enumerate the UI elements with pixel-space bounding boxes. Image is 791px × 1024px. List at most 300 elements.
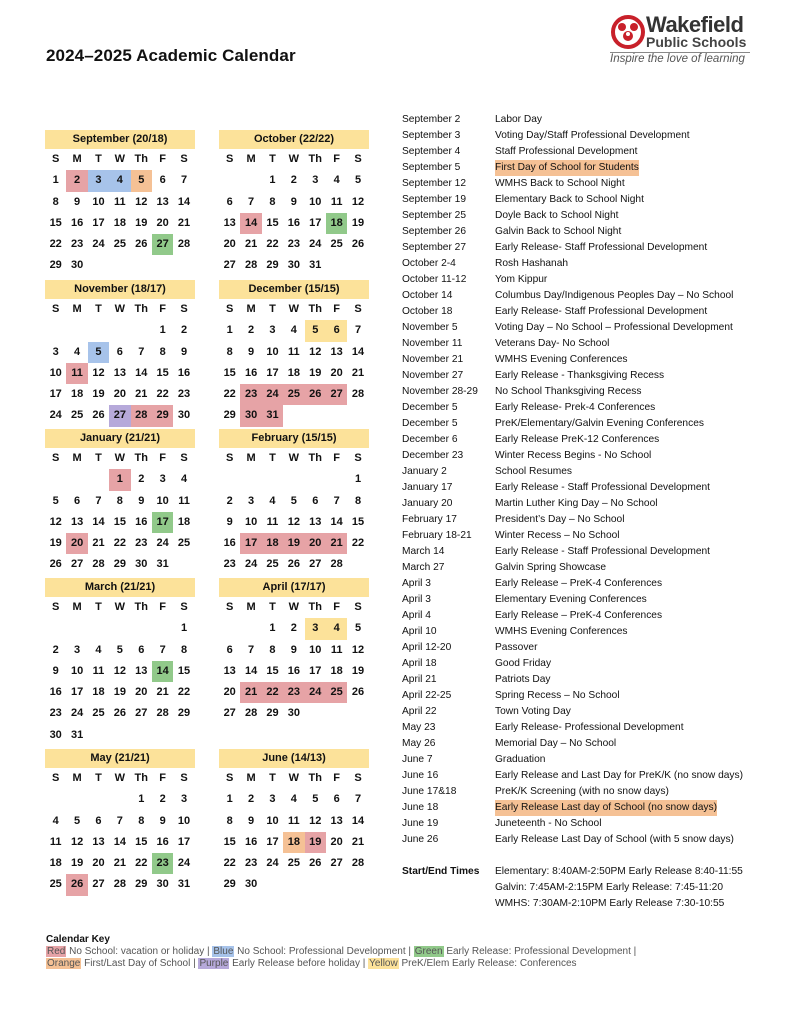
day-cell: 22 xyxy=(156,388,169,401)
times-elementary: Elementary: 8:40AM-2:50PM Early Release 8:40-11:55 xyxy=(495,866,743,877)
day-cell: 18 xyxy=(262,533,283,554)
month-grid xyxy=(219,149,369,277)
day-cell: 13 xyxy=(92,835,105,848)
key-orange-swatch: Orange xyxy=(47,958,81,969)
day-cell: 31 xyxy=(156,558,169,571)
times-row xyxy=(402,864,782,880)
event-row xyxy=(402,144,782,160)
event-date: February 17 xyxy=(402,514,457,525)
event-row xyxy=(402,128,782,144)
day-cell: 3 xyxy=(312,174,319,187)
event-row xyxy=(402,672,782,688)
day-cell: 26 xyxy=(351,238,365,251)
day-cell: 21 xyxy=(326,533,347,554)
event-row xyxy=(402,480,782,496)
day-cell: 10 xyxy=(266,814,279,827)
event-description: PreK/K Screening (with no snow days) xyxy=(495,786,669,797)
day-cell: 22 xyxy=(351,537,365,550)
day-cell: 6 xyxy=(159,174,166,187)
event-description: Elementary Back to School Night xyxy=(495,194,644,205)
event-row xyxy=(402,736,782,752)
day-cell: 16 xyxy=(287,216,300,229)
event-description: Columbus Day/Indigenous Peoples Day – No School xyxy=(495,290,734,301)
day-cell: 31 xyxy=(309,259,322,272)
day-cell: 23 xyxy=(177,388,191,401)
event-date: January 20 xyxy=(402,498,453,509)
event-date: January 2 xyxy=(402,466,447,477)
day-cell: 11 xyxy=(288,345,300,358)
day-cell: 31 xyxy=(70,728,84,741)
day-cell: 20 xyxy=(156,216,169,229)
day-cell: 26 xyxy=(305,384,326,405)
day-cell: 7 xyxy=(354,793,362,806)
day-cell: 14 xyxy=(135,366,148,379)
weekday-label: Th xyxy=(134,772,148,784)
day-cell: 19 xyxy=(70,857,84,870)
event-description: Labor Day xyxy=(495,114,543,125)
day-cell: 13 xyxy=(156,195,169,208)
day-cell: 13 xyxy=(223,216,236,229)
day-cell: 21 xyxy=(351,835,365,848)
month-calendar xyxy=(45,429,195,576)
key-red-text: No School: vacation or holiday | xyxy=(66,946,213,957)
day-cell: 9 xyxy=(74,195,81,208)
month-grid xyxy=(45,448,195,576)
day-cell: 4 xyxy=(326,618,347,639)
month-header: January (21/21) xyxy=(45,429,195,448)
day-cell: 9 xyxy=(180,345,188,358)
weekday-label: T xyxy=(269,601,276,613)
day-cell: 19 xyxy=(351,216,365,229)
day-cell: 7 xyxy=(248,643,255,656)
day-cell: 8 xyxy=(226,345,233,358)
event-description: Early Release- Prek-4 Conferences xyxy=(495,402,656,413)
event-description: Early Release PreK-12 Conferences xyxy=(495,434,660,445)
month-header: February (15/15) xyxy=(219,429,369,448)
event-description: Memorial Day – No School xyxy=(495,738,617,749)
day-cell: 28 xyxy=(177,238,191,251)
key-green-text: Early Release: Professional Development | xyxy=(443,946,637,957)
weekday-label: S xyxy=(180,303,188,315)
times-row xyxy=(402,880,782,896)
day-cell: 1 xyxy=(269,174,276,187)
event-date: September 2 xyxy=(402,114,461,125)
calendar-key-title: Calendar Key xyxy=(46,934,110,945)
day-cell: 10 xyxy=(177,814,191,827)
day-cell: 22 xyxy=(223,388,236,401)
day-cell: 26 xyxy=(351,686,365,699)
day-cell: 14 xyxy=(244,664,258,677)
day-cell: 16 xyxy=(49,686,62,699)
day-cell: 13 xyxy=(330,345,343,358)
day-cell: 15 xyxy=(223,366,236,379)
weekday-label: S xyxy=(354,772,362,784)
event-description: Juneteenth - No School xyxy=(495,818,602,829)
day-cell: 28 xyxy=(330,558,343,571)
day-cell: 28 xyxy=(244,707,258,720)
day-cell: 6 xyxy=(95,814,102,827)
event-row xyxy=(402,192,782,208)
day-cell: 23 xyxy=(49,707,62,720)
event-row xyxy=(402,432,782,448)
weekday-label: M xyxy=(72,772,82,784)
day-cell: 27 xyxy=(330,857,343,870)
event-row xyxy=(402,512,782,528)
event-row xyxy=(402,608,782,624)
day-cell: 29 xyxy=(266,707,279,720)
event-row xyxy=(402,368,782,384)
day-cell: 11 xyxy=(114,195,126,208)
day-cell: 13 xyxy=(330,814,343,827)
day-cell: 16 xyxy=(177,366,191,379)
day-cell: 15 xyxy=(266,664,279,677)
day-cell: 25 xyxy=(266,558,279,571)
weekday-label: S xyxy=(226,303,234,315)
day-cell: 21 xyxy=(244,238,258,251)
day-cell: 30 xyxy=(287,707,300,720)
month-header: May (21/21) xyxy=(45,749,195,768)
day-cell: 17 xyxy=(152,512,173,533)
key-yellow-text: PreK/Elem Early Release: Conferences xyxy=(398,958,577,969)
day-cell: 26 xyxy=(92,409,105,422)
event-date: April 3 xyxy=(402,594,431,605)
day-cell: 13 xyxy=(223,664,236,677)
day-cell: 1 xyxy=(180,622,188,635)
event-date: December 23 xyxy=(402,450,464,461)
day-cell: 25 xyxy=(49,878,62,891)
day-cell: 30 xyxy=(135,558,148,571)
event-date: September 27 xyxy=(402,242,466,253)
weekday-label: M xyxy=(72,601,82,613)
key-purple-swatch: Purple xyxy=(199,958,229,969)
day-cell: 25 xyxy=(70,409,84,422)
day-cell: 18 xyxy=(49,857,62,870)
event-date: June 19 xyxy=(402,818,439,829)
day-cell: 31 xyxy=(262,405,283,426)
day-cell: 24 xyxy=(309,238,322,251)
event-row xyxy=(402,224,782,240)
day-cell: 27 xyxy=(70,558,84,571)
event-date: April 18 xyxy=(402,658,437,669)
day-cell: 3 xyxy=(269,324,276,337)
day-cell: 23 xyxy=(135,537,148,550)
day-cell: 30 xyxy=(244,878,258,891)
event-description: Early Release Last day of School (no snow days) xyxy=(495,800,717,816)
weekday-label: F xyxy=(333,452,341,464)
event-date: October 18 xyxy=(402,306,453,317)
times-wmhs: WMHS: 7:30AM-2:10PM Early Release 7:30-10:55 xyxy=(495,898,725,909)
day-cell: 14 xyxy=(177,195,191,208)
month-calendar xyxy=(219,429,369,576)
day-cell: 21 xyxy=(156,686,169,699)
event-date: April 10 xyxy=(402,626,437,637)
day-cell: 13 xyxy=(309,515,322,528)
event-date: September 5 xyxy=(402,162,461,173)
day-cell: 18 xyxy=(326,213,347,234)
day-cell: 9 xyxy=(226,515,233,528)
day-cell: 14 xyxy=(330,515,343,528)
day-cell: 29 xyxy=(223,409,236,422)
weekday-label: S xyxy=(226,601,234,613)
day-cell: 28 xyxy=(92,558,105,571)
event-row xyxy=(402,352,782,368)
day-cell: 12 xyxy=(351,195,365,208)
month-header: June (14/13) xyxy=(219,749,369,768)
weekday-label: W xyxy=(288,153,300,165)
day-cell: 3 xyxy=(88,170,109,191)
event-row xyxy=(402,384,782,400)
event-row xyxy=(402,416,782,432)
event-row xyxy=(402,768,782,784)
day-cell: 24 xyxy=(177,857,191,870)
day-cell: 20 xyxy=(330,835,343,848)
weekday-label: T xyxy=(95,772,102,784)
event-description: Veterans Day- No School xyxy=(495,338,610,349)
day-cell: 22 xyxy=(266,238,279,251)
day-cell: 27 xyxy=(223,707,236,720)
day-cell: 16 xyxy=(135,515,148,528)
day-cell: 26 xyxy=(135,238,148,251)
day-cell: 31 xyxy=(177,878,191,891)
weekday-label: S xyxy=(354,601,362,613)
day-cell: 20 xyxy=(305,533,326,554)
day-cell: 16 xyxy=(244,835,258,848)
month-calendar xyxy=(45,578,195,746)
event-description: Doyle Back to School Night xyxy=(495,210,619,221)
day-cell: 12 xyxy=(287,515,300,528)
weekday-label: T xyxy=(269,772,276,784)
event-description: Early Release - Staff Professional Development xyxy=(495,546,710,557)
day-cell: 18 xyxy=(330,664,343,677)
weekday-label: Th xyxy=(134,153,148,165)
day-cell: 28 xyxy=(244,259,258,272)
day-cell: 3 xyxy=(52,345,59,358)
day-cell: 25 xyxy=(330,238,343,251)
day-cell: 14 xyxy=(92,515,105,528)
day-cell: 19 xyxy=(113,686,126,699)
day-cell: 9 xyxy=(290,195,297,208)
day-cell: 4 xyxy=(290,793,297,806)
month-calendar xyxy=(45,130,195,277)
weekday-label: T xyxy=(95,452,102,464)
day-cell: 10 xyxy=(309,643,322,656)
event-row xyxy=(402,704,782,720)
event-date: September 4 xyxy=(402,146,461,157)
day-cell: 29 xyxy=(223,878,236,891)
day-cell: 1 xyxy=(354,473,362,486)
day-cell: 29 xyxy=(152,405,173,426)
day-cell: 24 xyxy=(49,409,62,422)
day-cell: 28 xyxy=(156,707,169,720)
day-cell: 15 xyxy=(266,216,279,229)
day-cell: 12 xyxy=(113,664,126,677)
weekday-label: F xyxy=(159,153,167,165)
weekday-label: S xyxy=(52,153,60,165)
day-cell: 30 xyxy=(240,405,261,426)
day-cell: 8 xyxy=(226,814,233,827)
day-cell: 22 xyxy=(113,537,126,550)
month-calendar xyxy=(219,130,369,277)
weekday-label: M xyxy=(246,452,256,464)
day-cell: 30 xyxy=(156,878,169,891)
day-cell: 21 xyxy=(113,857,126,870)
day-cell: 8 xyxy=(180,643,188,656)
day-cell: 12 xyxy=(92,366,105,379)
event-description: Rosh Hashanah xyxy=(495,258,569,269)
day-cell: 4 xyxy=(269,494,276,507)
day-cell: 8 xyxy=(52,195,59,208)
day-cell: 2 xyxy=(66,170,87,191)
day-cell: 19 xyxy=(351,664,365,677)
weekday-label: F xyxy=(159,303,167,315)
weekday-label: Th xyxy=(308,772,322,784)
day-cell: 26 xyxy=(113,707,126,720)
event-description: Galvin Spring Showcase xyxy=(495,562,606,573)
day-cell: 1 xyxy=(269,622,276,635)
month-header: September (20/18) xyxy=(45,130,195,149)
weekday-label: S xyxy=(180,452,188,464)
day-cell: 11 xyxy=(330,195,343,208)
event-description: PreK/Elementary/Galvin Evening Conferences xyxy=(495,418,704,429)
day-cell: 2 xyxy=(159,793,166,806)
day-cell: 28 xyxy=(113,878,126,891)
weekday-label: F xyxy=(159,452,167,464)
day-cell: 12 xyxy=(309,345,322,358)
day-cell: 8 xyxy=(159,345,166,358)
day-cell: 27 xyxy=(326,384,347,405)
weekday-label: T xyxy=(269,303,276,315)
month-grid xyxy=(219,299,369,427)
event-row xyxy=(402,160,782,176)
weekday-label: Th xyxy=(134,452,148,464)
event-description: School Resumes xyxy=(495,466,573,477)
day-cell: 29 xyxy=(135,878,148,891)
day-cell: 5 xyxy=(354,174,362,187)
day-cell: 5 xyxy=(74,814,81,827)
day-cell: 27 xyxy=(92,878,105,891)
day-cell: 5 xyxy=(290,494,297,507)
day-cell: 8 xyxy=(269,643,276,656)
day-cell: 21 xyxy=(135,388,148,401)
event-description: Early Release Last Day of School (with 5 snow days) xyxy=(495,834,734,845)
day-cell: 21 xyxy=(240,682,261,703)
day-cell: 23 xyxy=(240,384,261,405)
month-header: April (17/17) xyxy=(219,578,369,597)
day-cell: 14 xyxy=(351,345,365,358)
day-cell: 29 xyxy=(177,707,191,720)
day-cell: 6 xyxy=(326,320,347,341)
event-date: September 26 xyxy=(402,226,466,237)
day-cell: 6 xyxy=(226,195,233,208)
day-cell: 27 xyxy=(135,707,148,720)
day-cell: 15 xyxy=(223,835,236,848)
event-date: January 17 xyxy=(402,482,453,493)
event-description: No School Thanksgiving Recess xyxy=(495,386,642,397)
day-cell: 21 xyxy=(92,537,105,550)
event-date: March 14 xyxy=(402,546,445,557)
day-cell: 10 xyxy=(70,664,84,677)
day-cell: 8 xyxy=(138,814,145,827)
day-cell: 19 xyxy=(135,216,148,229)
event-date: September 12 xyxy=(402,178,466,189)
day-cell: 20 xyxy=(113,388,126,401)
event-date: December 5 xyxy=(402,402,458,413)
weekday-label: T xyxy=(269,153,276,165)
day-cell: 26 xyxy=(66,874,87,895)
weekday-label: M xyxy=(72,452,82,464)
day-cell: 25 xyxy=(287,857,300,870)
day-cell: 9 xyxy=(138,494,145,507)
event-description: President’s Day – No School xyxy=(495,514,625,525)
event-description: Early Release- Staff Professional Development xyxy=(495,306,708,317)
weekday-label: M xyxy=(72,153,82,165)
day-cell: 18 xyxy=(283,832,304,853)
day-cell: 13 xyxy=(135,664,148,677)
event-date: November 27 xyxy=(402,370,464,381)
day-cell: 11 xyxy=(49,835,62,848)
day-cell: 18 xyxy=(113,216,126,229)
event-row xyxy=(402,624,782,640)
day-cell: 10 xyxy=(92,195,105,208)
day-cell: 17 xyxy=(177,835,191,848)
event-row xyxy=(402,176,782,192)
weekday-label: S xyxy=(354,153,362,165)
day-cell: 12 xyxy=(70,835,84,848)
day-cell: 2 xyxy=(180,324,188,337)
day-cell: 16 xyxy=(244,366,258,379)
day-cell: 17 xyxy=(49,388,62,401)
event-row xyxy=(402,320,782,336)
day-cell: 7 xyxy=(138,345,145,358)
calendar-key-line1 xyxy=(46,946,636,958)
key-blue-swatch: Blue xyxy=(213,946,234,957)
day-cell: 19 xyxy=(49,537,62,550)
event-description: Winter Recess – No School xyxy=(495,530,620,541)
day-cell: 5 xyxy=(116,643,123,656)
day-cell: 4 xyxy=(109,170,130,191)
event-row xyxy=(402,784,782,800)
day-cell: 17 xyxy=(240,533,261,554)
day-cell: 16 xyxy=(287,664,300,677)
event-description: Early Release- Professional Development xyxy=(495,722,684,733)
logo-name-line2: Public Schools xyxy=(646,34,747,50)
day-cell: 5 xyxy=(354,622,362,635)
event-date: April 21 xyxy=(402,674,437,685)
day-cell: 10 xyxy=(266,345,279,358)
event-row xyxy=(402,336,782,352)
event-row xyxy=(402,112,782,128)
event-row xyxy=(402,240,782,256)
day-cell: 6 xyxy=(74,494,81,507)
event-description: Staff Professional Development xyxy=(495,146,638,157)
event-description: Passover xyxy=(495,642,538,653)
day-cell: 19 xyxy=(309,366,322,379)
day-cell: 27 xyxy=(309,558,322,571)
weekday-label: S xyxy=(52,303,60,315)
day-cell: 7 xyxy=(159,643,166,656)
event-date: April 22 xyxy=(402,706,437,717)
day-cell: 18 xyxy=(287,366,300,379)
month-header: November (18/17) xyxy=(45,280,195,299)
event-date: November 11 xyxy=(402,338,463,349)
event-description: Martin Luther King Day – No School xyxy=(495,498,658,509)
event-row xyxy=(402,592,782,608)
day-cell: 6 xyxy=(333,793,340,806)
day-cell: 16 xyxy=(156,835,169,848)
event-date: April 22-25 xyxy=(402,690,452,701)
event-date: June 7 xyxy=(402,754,433,765)
event-row xyxy=(402,272,782,288)
